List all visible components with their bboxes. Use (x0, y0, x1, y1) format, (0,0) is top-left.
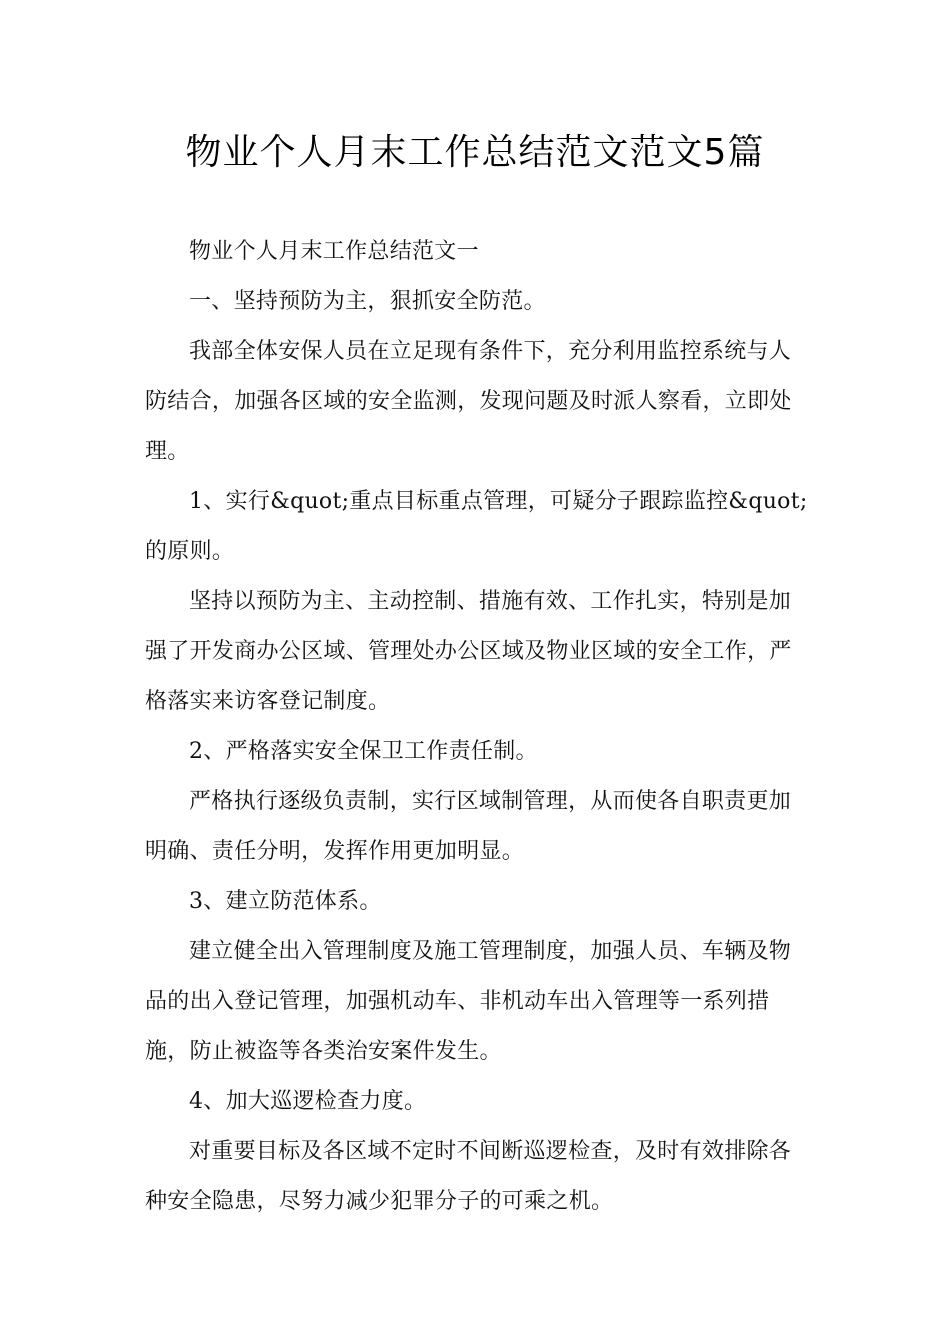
section-heading: 物业个人月末工作总结范文一 (189, 239, 479, 264)
body-paragraph: 建立健全出入管理制度及施工管理制度，加强人员、车辆及物品的出入登记管理，加强机动车、非机动车出入管理等一系列措施，防止被盗等各类治安案件发生。 (145, 939, 792, 1064)
numbered-item: 4、加大巡逻检查力度。 (189, 1089, 427, 1114)
document-body (145, 227, 813, 1227)
numbered-item: 3、建立防范体系。 (189, 889, 382, 914)
body-paragraph: 对重要目标及各区域不定时不间断巡逻检查，及时有效排除各种安全隐患，尽努力减少犯罪分子的可乘之机。 (145, 1139, 792, 1214)
body-paragraph: 严格执行逐级负责制，实行区域制管理，从而使各自职责更加明确、责任分明，发挥作用更加明显。 (145, 789, 792, 864)
body-paragraph: 坚持以预防为主、主动控制、措施有效、工作扎实，特别是加强了开发商办公区域、管理处办公区域及物业区域的安全工作，严格落实来访客登记制度。 (145, 589, 792, 714)
body-paragraph: 我部全体安保人员在立足现有条件下，充分利用监控系统与人防结合，加强各区域的安全监测，发现问题及时派人察看，立即处理。 (145, 339, 792, 464)
document-title: 物业个人月末工作总结范文范文5篇 (185, 132, 765, 173)
numbered-item: 1、实行&quot;重点目标重点管理，可疑分子跟踪监控&quot;的原则。 (145, 489, 808, 564)
subsection-heading: 一、坚持预防为主，狠抓安全防范。 (189, 289, 546, 314)
numbered-item: 2、严格落实安全保卫工作责任制。 (189, 739, 538, 764)
